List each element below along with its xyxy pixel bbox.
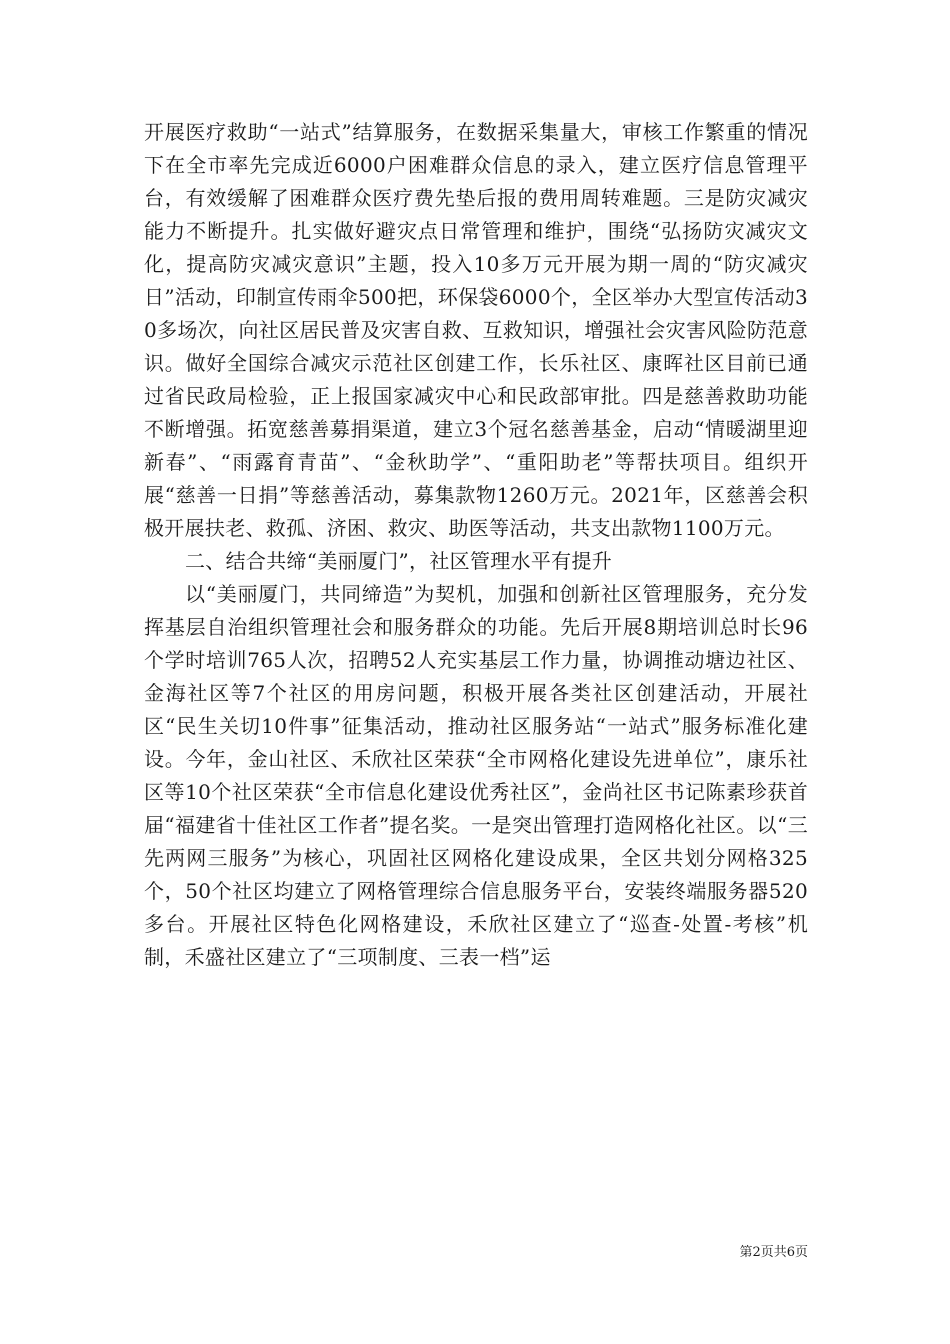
paragraph-continuation: 开展医疗救助“一站式”结算服务，在数据采集量大，审核工作繁重的情况下在全市率先完成近6000户困难群众信息的录入，建立医疗信息管理平台，有效缓解了困难群众医疗费先垫后报的费用周转难题。三是防灾减灾能力不断提升。扎实做好避灾点日常管理和维护，围绕“弘扬防灾减灾文化，提高防灾减灾意识”主题，投入10多万元开展为期一周的“防灾减灾日”活动，印制宣传雨伞500把，环保袋6000个，全区举办大型宣传活动30多场次，向社区居民普及灾害自救、互救知识，增强社会灾害风险防范意识。做好全国综合减灾示范社区创建工作，长乐社区、康晖社区目前已通过省民政局检验，正上报国家减灾中心和民政部审批。四是慈善救助功能不断增强。拓宽慈善募捐渠道，建立3个冠名慈善基金，启动“情暖湖里迎新春”、“雨露育青苗”、“金秋助学”、“重阳助老”等帮扶项目。组织开展“慈善一日捐”等慈善活动，募集款物1260万元。2021年，区慈善会积极开展扶老、救孤、济困、救灾、助医等活动，共支出款物1100万元。 xyxy=(144,120,808,540)
page-number-footer: 第2页共6页 xyxy=(739,1245,808,1260)
paragraph: 以“美丽厦门，共同缔造”为契机，加强和创新社区管理服务，充分发挥基层自治组织管理社会和服务群众的功能。先后开展8期培训总时长96个学时培训765人次，招聘52人充实基层工作力量，协调推动塘边社区、金海社区等7个社区的用房问题，积极开展各类社区创建活动，开展社区“民生关切10件事”征集活动，推动社区服务站“一站式”服务标准化建设。今年，金山社区、禾欣社区荣获“全市网格化建设先进单位”，康乐社区等10个社区荣获“全市信息化建设优秀社区”，金尚社区书记陈素珍获首届“福建省十佳社区工作者”提名奖。一是突出管理打造网格化社区。以“三先两网三服务”为核心，巩固社区网格化建设成果，全区共划分网格325个，50个社区均建立了网格管理综合信息服务平台，安装终端服务器520多台。开展社区特色化网格建设，禾欣社区建立了“巡查-处置-考核”机制，禾盛社区建立了“三项制度、三表一档”运 xyxy=(144,582,808,969)
section-heading: 二、结合共缔“美丽厦门”，社区管理水平有提升 xyxy=(185,549,613,573)
document-body xyxy=(144,116,808,974)
